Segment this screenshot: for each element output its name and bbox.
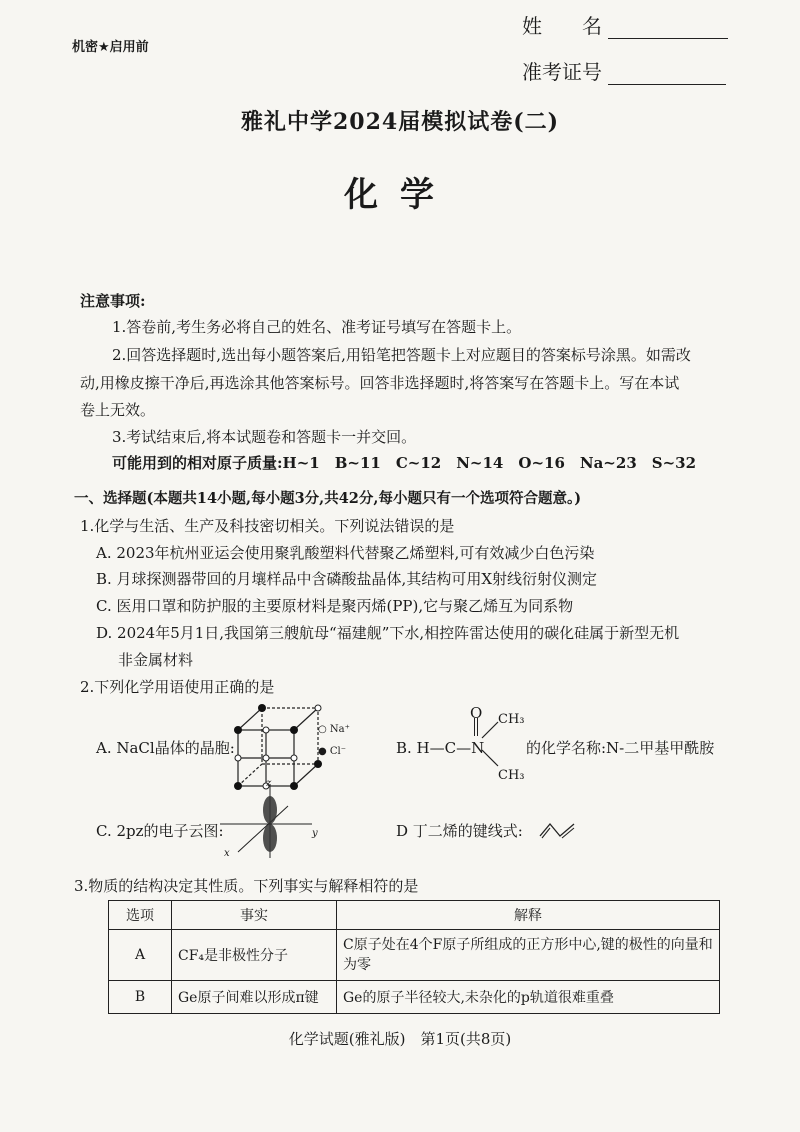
q1-option-d: D. 2024年5月1日,我国第三艘航母“福建舰”下水,相控阵雷达使用的碳化硅属于新型无机 xyxy=(96,624,680,642)
exam-id-field xyxy=(522,56,726,85)
na-ion-mark xyxy=(263,727,269,733)
q2-stem: 2.下列化学用语使用正确的是 xyxy=(80,678,275,696)
legend-na: ○ Na⁺ xyxy=(318,724,350,735)
formamide-oxygen: O xyxy=(470,704,483,722)
axis-z-label: z xyxy=(266,778,272,789)
header-explain: 解释 xyxy=(337,901,720,930)
cl-ion-mark xyxy=(234,726,242,734)
exam-title: 雅礼中学2024届模拟试卷(二) xyxy=(240,109,560,135)
q2-option-d-label: D 丁二烯的键线式: xyxy=(396,822,523,840)
butadiene-skeletal-formula xyxy=(538,820,578,840)
q2-option-b-label: B. H—C—N xyxy=(396,739,485,757)
header-fact: 事实 xyxy=(172,901,337,930)
note-1: 1.答卷前,考生务必将自己的姓名、准考证号填写在答题卡上。 xyxy=(112,318,522,336)
q3-table xyxy=(108,900,720,1014)
methyl-top: CH₃ xyxy=(498,712,525,727)
row-a-fact: CF₄是非极性分子 xyxy=(172,930,337,981)
table-row xyxy=(109,930,720,981)
na-ion-mark xyxy=(263,755,269,761)
name-field xyxy=(522,10,728,39)
section1-heading: 一、选择题(本题共14小题,每小题3分,共42分,每小题只有一个选项符合题意。) xyxy=(74,490,582,507)
page-footer: 化学试题(雅礼版) 第1页(共8页) xyxy=(288,1030,512,1048)
note-3: 3.考试结束后,将本试题卷和答题卡一并交回。 xyxy=(112,428,417,446)
legend-cl: ● Cl⁻ xyxy=(318,746,347,757)
methyl-bottom: CH₃ xyxy=(498,768,525,783)
q2-option-c-label: C. 2pz的电子云图: xyxy=(96,822,224,840)
na-ion-mark xyxy=(315,705,321,711)
q2-option-a-label: A. NaCl晶体的晶胞: xyxy=(96,739,235,757)
header-option: 选项 xyxy=(109,901,172,930)
exam-id-label: 准考证号 xyxy=(522,60,602,84)
row-b-explain: Ge的原子半径较大,未杂化的p轨道很难重叠 xyxy=(337,981,720,1014)
q1-option-d-cont: 非金属材料 xyxy=(118,651,194,669)
n-methyl-bonds xyxy=(480,716,502,772)
na-ion-mark xyxy=(291,755,297,761)
axis-y-label: y xyxy=(312,828,318,839)
name-blank xyxy=(608,16,728,39)
row-b-option: B xyxy=(109,981,172,1014)
q1-option-b: B. 月球探测器带回的月壤样品中含磷酸盐晶体,其结构可用X射线衍射仪测定 xyxy=(96,570,598,588)
note-2: 2.回答选择题时,选出每小题答案后,用铅笔把答题卡上对应题目的答案标号涂黑。如需改 xyxy=(112,346,691,364)
pz-orbital-diagram xyxy=(220,780,320,862)
double-bond-mark xyxy=(474,718,478,736)
cl-ion-mark xyxy=(314,760,322,768)
name-label: 姓 名 xyxy=(522,14,602,38)
note-2-cont: 动,用橡皮擦干净后,再选涂其他答案标号。回答非选择题时,将答案写在答题卡上。写在本试 xyxy=(80,374,680,392)
notes-heading: 注意事项: xyxy=(80,292,146,310)
q1-option-c: C. 医用口罩和防护服的主要原材料是聚丙烯(PP),它与聚乙烯互为同系物 xyxy=(96,597,574,615)
axis-x-label: x xyxy=(224,848,230,859)
table-row xyxy=(109,981,720,1014)
q3-stem: 3.物质的结构决定其性质。下列事实与解释相符的是 xyxy=(74,877,419,895)
na-ion-mark xyxy=(235,755,241,761)
row-a-option: A xyxy=(109,930,172,981)
cl-ion-mark xyxy=(290,726,298,734)
exam-id-blank xyxy=(608,62,726,85)
cl-ion-mark xyxy=(258,704,266,712)
row-b-fact: Ge原子间难以形成π键 xyxy=(172,981,337,1014)
confidential-mark: 机密★启用前 xyxy=(72,40,149,55)
q1-stem: 1.化学与生活、生产及科技密切相关。下列说法错误的是 xyxy=(80,517,455,535)
subject-title: 化学 xyxy=(344,175,456,215)
q1-option-a: A. 2023年杭州亚运会使用聚乳酸塑料代替聚乙烯塑料,可有效减少白色污染 xyxy=(96,544,595,562)
q2-option-b-suffix: 的化学名称:N-二甲基甲酰胺 xyxy=(526,739,715,757)
table-header-row xyxy=(109,901,720,930)
atomic-masses: 可能用到的相对原子质量:H~1 B~11 C~12 N~14 O~16 Na~23 S~32 xyxy=(112,454,697,472)
note-2-end: 卷上无效。 xyxy=(80,401,156,419)
row-a-explain: C原子处在4个F原子所组成的正方形中心,键的极性的向量和为零 xyxy=(337,930,720,981)
